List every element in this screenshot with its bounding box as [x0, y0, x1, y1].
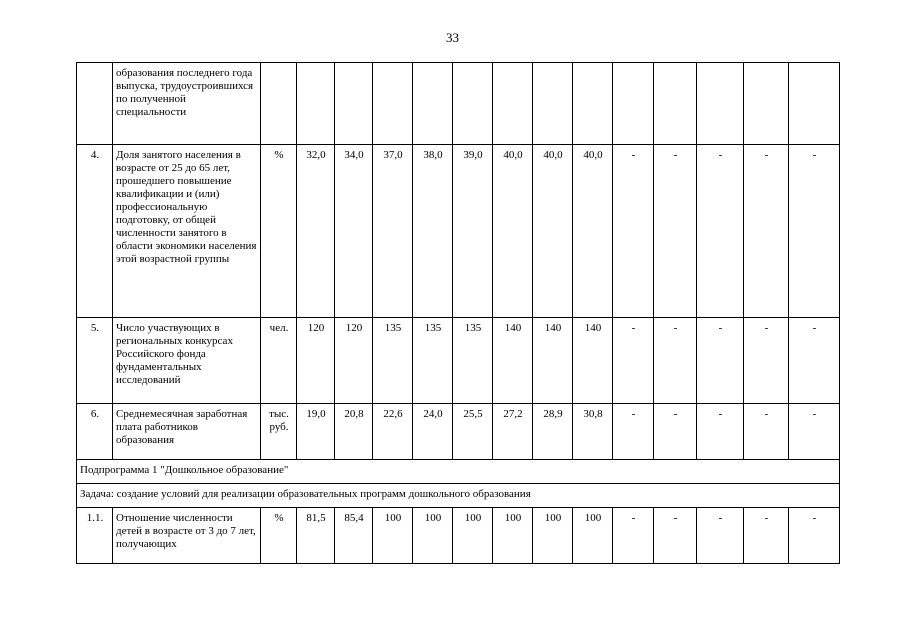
value-cell: 135 [453, 318, 493, 404]
empty-value-cell: - [654, 318, 697, 404]
task-text: Задача: создание условий для реализации образовательных программ дошкольного образования [77, 484, 840, 508]
value-cell: 40,0 [573, 145, 613, 318]
empty-value-cell: - [654, 508, 697, 564]
value-cell: 39,0 [453, 145, 493, 318]
empty-value-cell: - [744, 318, 789, 404]
value-cell: 100 [493, 508, 533, 564]
value-cell: 120 [297, 318, 335, 404]
empty-value-cell [697, 63, 744, 145]
empty-value-cell: - [697, 404, 744, 460]
unit-cell: тыс. руб. [261, 404, 297, 460]
value-cell: 81,5 [297, 508, 335, 564]
subprogram-row [77, 460, 840, 484]
value-cell [573, 63, 613, 145]
value-cell: 140 [493, 318, 533, 404]
value-cell: 40,0 [493, 145, 533, 318]
value-cell [373, 63, 413, 145]
value-cell: 37,0 [373, 145, 413, 318]
subprogram-title: Подпрограмма 1 "Дошкольное образование" [77, 460, 840, 484]
value-cell: 100 [413, 508, 453, 564]
empty-value-cell [744, 63, 789, 145]
empty-value-cell: - [744, 508, 789, 564]
value-cell [413, 63, 453, 145]
unit-cell: % [261, 145, 297, 318]
value-cell [335, 63, 373, 145]
value-cell: 85,4 [335, 508, 373, 564]
value-cell: 22,6 [373, 404, 413, 460]
empty-value-cell: - [613, 508, 654, 564]
table-row [77, 63, 840, 145]
indicator-name: Число участвующих в региональных конкурсах Российского фонда фундаментальных исследований [113, 318, 261, 404]
value-cell: 135 [373, 318, 413, 404]
value-cell [297, 63, 335, 145]
unit-cell [261, 63, 297, 145]
value-cell: 140 [533, 318, 573, 404]
value-cell: 32,0 [297, 145, 335, 318]
empty-value-cell: - [654, 404, 697, 460]
empty-value-cell: - [613, 404, 654, 460]
empty-value-cell: - [789, 145, 840, 318]
value-cell: 100 [373, 508, 413, 564]
value-cell: 25,5 [453, 404, 493, 460]
empty-value-cell: - [697, 508, 744, 564]
value-cell: 28,9 [533, 404, 573, 460]
empty-value-cell: - [789, 404, 840, 460]
indicators-table [76, 62, 840, 564]
value-cell [453, 63, 493, 145]
value-cell: 27,2 [493, 404, 533, 460]
empty-value-cell: - [789, 508, 840, 564]
value-cell: 24,0 [413, 404, 453, 460]
value-cell: 34,0 [335, 145, 373, 318]
page-number: 33 [446, 30, 459, 45]
empty-value-cell: - [654, 145, 697, 318]
value-cell: 20,8 [335, 404, 373, 460]
empty-value-cell [654, 63, 697, 145]
table-row [77, 404, 840, 460]
indicator-name: Среднемесячная заработная плата работников образования [113, 404, 261, 460]
unit-cell: % [261, 508, 297, 564]
empty-value-cell [613, 63, 654, 145]
empty-value-cell: - [697, 318, 744, 404]
indicator-name: Доля занятого населения в возрасте от 25 до 65 лет, прошедшего повышение квалификации и (или) профессиональную подготовку, от общей численности занятого в области экономики населения этой возрастной группы [113, 145, 261, 318]
empty-value-cell: - [744, 145, 789, 318]
unit-cell: чел. [261, 318, 297, 404]
task-row [77, 484, 840, 508]
empty-value-cell: - [789, 318, 840, 404]
value-cell: 100 [533, 508, 573, 564]
table-row [77, 145, 840, 318]
empty-value-cell: - [613, 145, 654, 318]
row-number: 1.1. [77, 508, 113, 564]
value-cell: 100 [453, 508, 493, 564]
value-cell: 100 [573, 508, 613, 564]
row-number: 6. [77, 404, 113, 460]
value-cell [493, 63, 533, 145]
empty-value-cell [789, 63, 840, 145]
value-cell: 40,0 [533, 145, 573, 318]
empty-value-cell: - [744, 404, 789, 460]
indicator-name: Отношение численности детей в возрасте от 3 до 7 лет, получающих [113, 508, 261, 564]
row-number: 4. [77, 145, 113, 318]
row-number [77, 63, 113, 145]
value-cell [533, 63, 573, 145]
value-cell: 140 [573, 318, 613, 404]
table-row [77, 508, 840, 564]
empty-value-cell: - [697, 145, 744, 318]
empty-value-cell: - [613, 318, 654, 404]
value-cell: 120 [335, 318, 373, 404]
table-row [77, 318, 840, 404]
value-cell: 135 [413, 318, 453, 404]
row-number: 5. [77, 318, 113, 404]
value-cell: 30,8 [573, 404, 613, 460]
value-cell: 19,0 [297, 404, 335, 460]
indicator-name: образования последнего года выпуска, трудоустроившихся по полученной специальности [113, 63, 261, 145]
value-cell: 38,0 [413, 145, 453, 318]
